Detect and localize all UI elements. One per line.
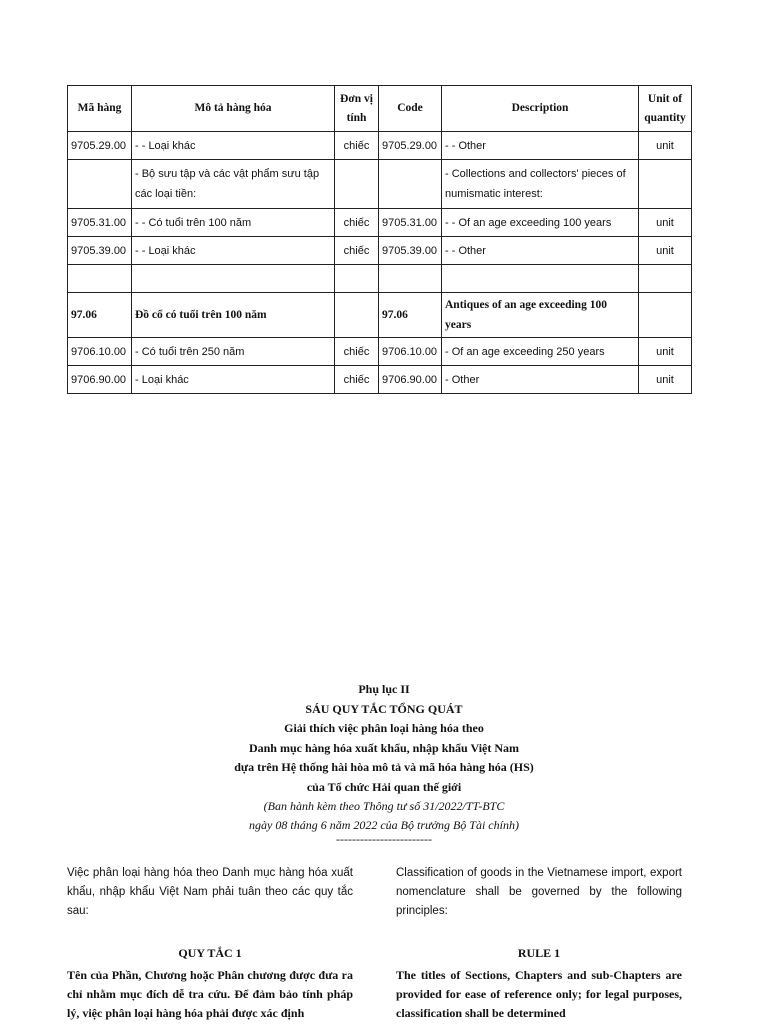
cell-code-vi [68,265,132,293]
rule1-title-vi: QUY TẮC 1 [178,946,242,960]
cell-desc-en: - - Of an age exceeding 100 years [442,209,639,237]
cell-unit-vi: chiếc [335,237,379,265]
cell-unit-en: unit [639,237,692,265]
cell-unit-en: unit [639,132,692,160]
cell-desc-en: Antiques of an age exceeding 100 years [442,293,639,338]
cell-code-en: 97.06 [379,293,442,338]
cell-code-en: 9706.10.00 [379,338,442,366]
header-code-vi: Mã hàng [68,86,132,132]
appendix-subtitle-4: của Tổ chức Hải quan thế giới [306,779,462,794]
table-row-heading [68,293,692,338]
cell-code-en: 9705.31.00 [379,209,442,237]
issued-note-2: ngày 08 tháng 6 năm 2022 của Bộ trưởng Bộ Tài chính) [249,817,519,832]
appendix-subtitle-3: dựa trên Hệ thống hài hòa mô tả và mã hóa hàng hóa (HS) [234,760,534,774]
header-code-en: Code [379,86,442,132]
cell-code-en: 9705.39.00 [379,237,442,265]
header-unit-vi: Đơn vị tính [335,86,379,132]
cell-desc-vi: - Loại khác [132,366,335,394]
cell-unit-en [639,265,692,293]
rule1-title-en: RULE 1 [517,946,561,960]
header-desc-vi: Mô tả hàng hóa [132,86,335,132]
cell-desc-vi: - - Có tuổi trên 100 năm [132,209,335,237]
table-row [68,237,692,265]
cell-unit-en: unit [639,209,692,237]
appendix-subtitle-2: Danh mục hàng hóa xuất khẩu, nhập khẩu Việt Nam [248,740,520,755]
table-row [68,366,692,394]
cell-desc-vi: - Bộ sưu tập và các vật phẩm sưu tập các loại tiền: [132,160,335,209]
cell-desc-en: - Collections and collectors' pieces of numismatic interest: [442,160,639,209]
appendix-title: SÁU QUY TẮC TỔNG QUÁT [305,701,463,716]
cell-code-en: 9705.29.00 [379,132,442,160]
cell-unit-vi: chiếc [335,366,379,394]
cell-code-en: 9706.90.00 [379,366,442,394]
table-row [68,338,692,366]
cell-desc-en [442,265,639,293]
cell-desc-vi: - - Loại khác [132,132,335,160]
cell-code-vi [68,160,132,209]
table-row [68,160,692,209]
intro-vi: Việc phân loại hàng hóa theo Danh mục hàng hóa xuất khẩu, nhập khẩu Việt Nam phải tuân theo các quy tắc sau: [67,867,353,917]
cell-unit-vi: chiếc [335,132,379,160]
cell-desc-en: - Of an age exceeding 250 years [442,338,639,366]
cell-desc-en: - Other [442,366,639,394]
table-header-row [68,86,692,132]
cell-unit-en [639,293,692,338]
cell-desc-en: - - Other [442,132,639,160]
cell-code-vi: 9705.29.00 [68,132,132,160]
intro-en: Classification of goods in the Vietnamese import, export nomenclature shall be governed by the following principles: [396,867,682,917]
cell-code-vi: 9705.31.00 [68,209,132,237]
table-row [68,209,692,237]
rule1-body-vi: Tên của Phần, Chương hoặc Phân chương được đưa ra chỉ nhằm mục đích dễ tra cứu. Để đảm bảo tính pháp lý, việc phân loại hàng hóa phải được xác định [67,968,353,1020]
cell-desc-en: - - Other [442,237,639,265]
header-desc-en: Description [442,86,639,132]
tariff-table [67,85,692,394]
cell-unit-vi [335,265,379,293]
cell-desc-vi [132,265,335,293]
cell-unit-vi [335,160,379,209]
appendix-label: Phụ lục II [358,682,410,696]
cell-unit-vi: chiếc [335,338,379,366]
appendix-heading [0,680,768,845]
cell-unit-vi: chiếc [335,209,379,237]
appendix-subtitle-1: Giải thích việc phân loại hàng hóa theo [284,721,484,735]
cell-unit-en: unit [639,366,692,394]
rule1-body-en: The titles of Sections, Chapters and sub-Chapters are provided for ease of reference only; for legal purposes, classification shall be determined [396,968,682,1020]
cell-code-en [379,265,442,293]
divider: ------------------------ [336,831,432,846]
cell-unit-en [639,160,692,209]
cell-unit-vi [335,293,379,338]
cell-desc-vi: - - Loại khác [132,237,335,265]
cell-code-vi: 97.06 [68,293,132,338]
header-unit-en: Unit of quantity [639,86,692,132]
cell-desc-vi: Đồ cổ có tuổi trên 100 năm [132,293,335,338]
issued-note-1: (Ban hành kèm theo Thông tư số 31/2022/TT-BTC [263,799,505,813]
cell-unit-en: unit [639,338,692,366]
table-row [68,132,692,160]
cell-desc-vi: - Có tuổi trên 250 năm [132,338,335,366]
cell-code-vi: 9706.10.00 [68,338,132,366]
cell-code-vi: 9705.39.00 [68,237,132,265]
cell-code-vi: 9706.90.00 [68,366,132,394]
table-row-empty [68,265,692,293]
cell-code-en [379,160,442,209]
